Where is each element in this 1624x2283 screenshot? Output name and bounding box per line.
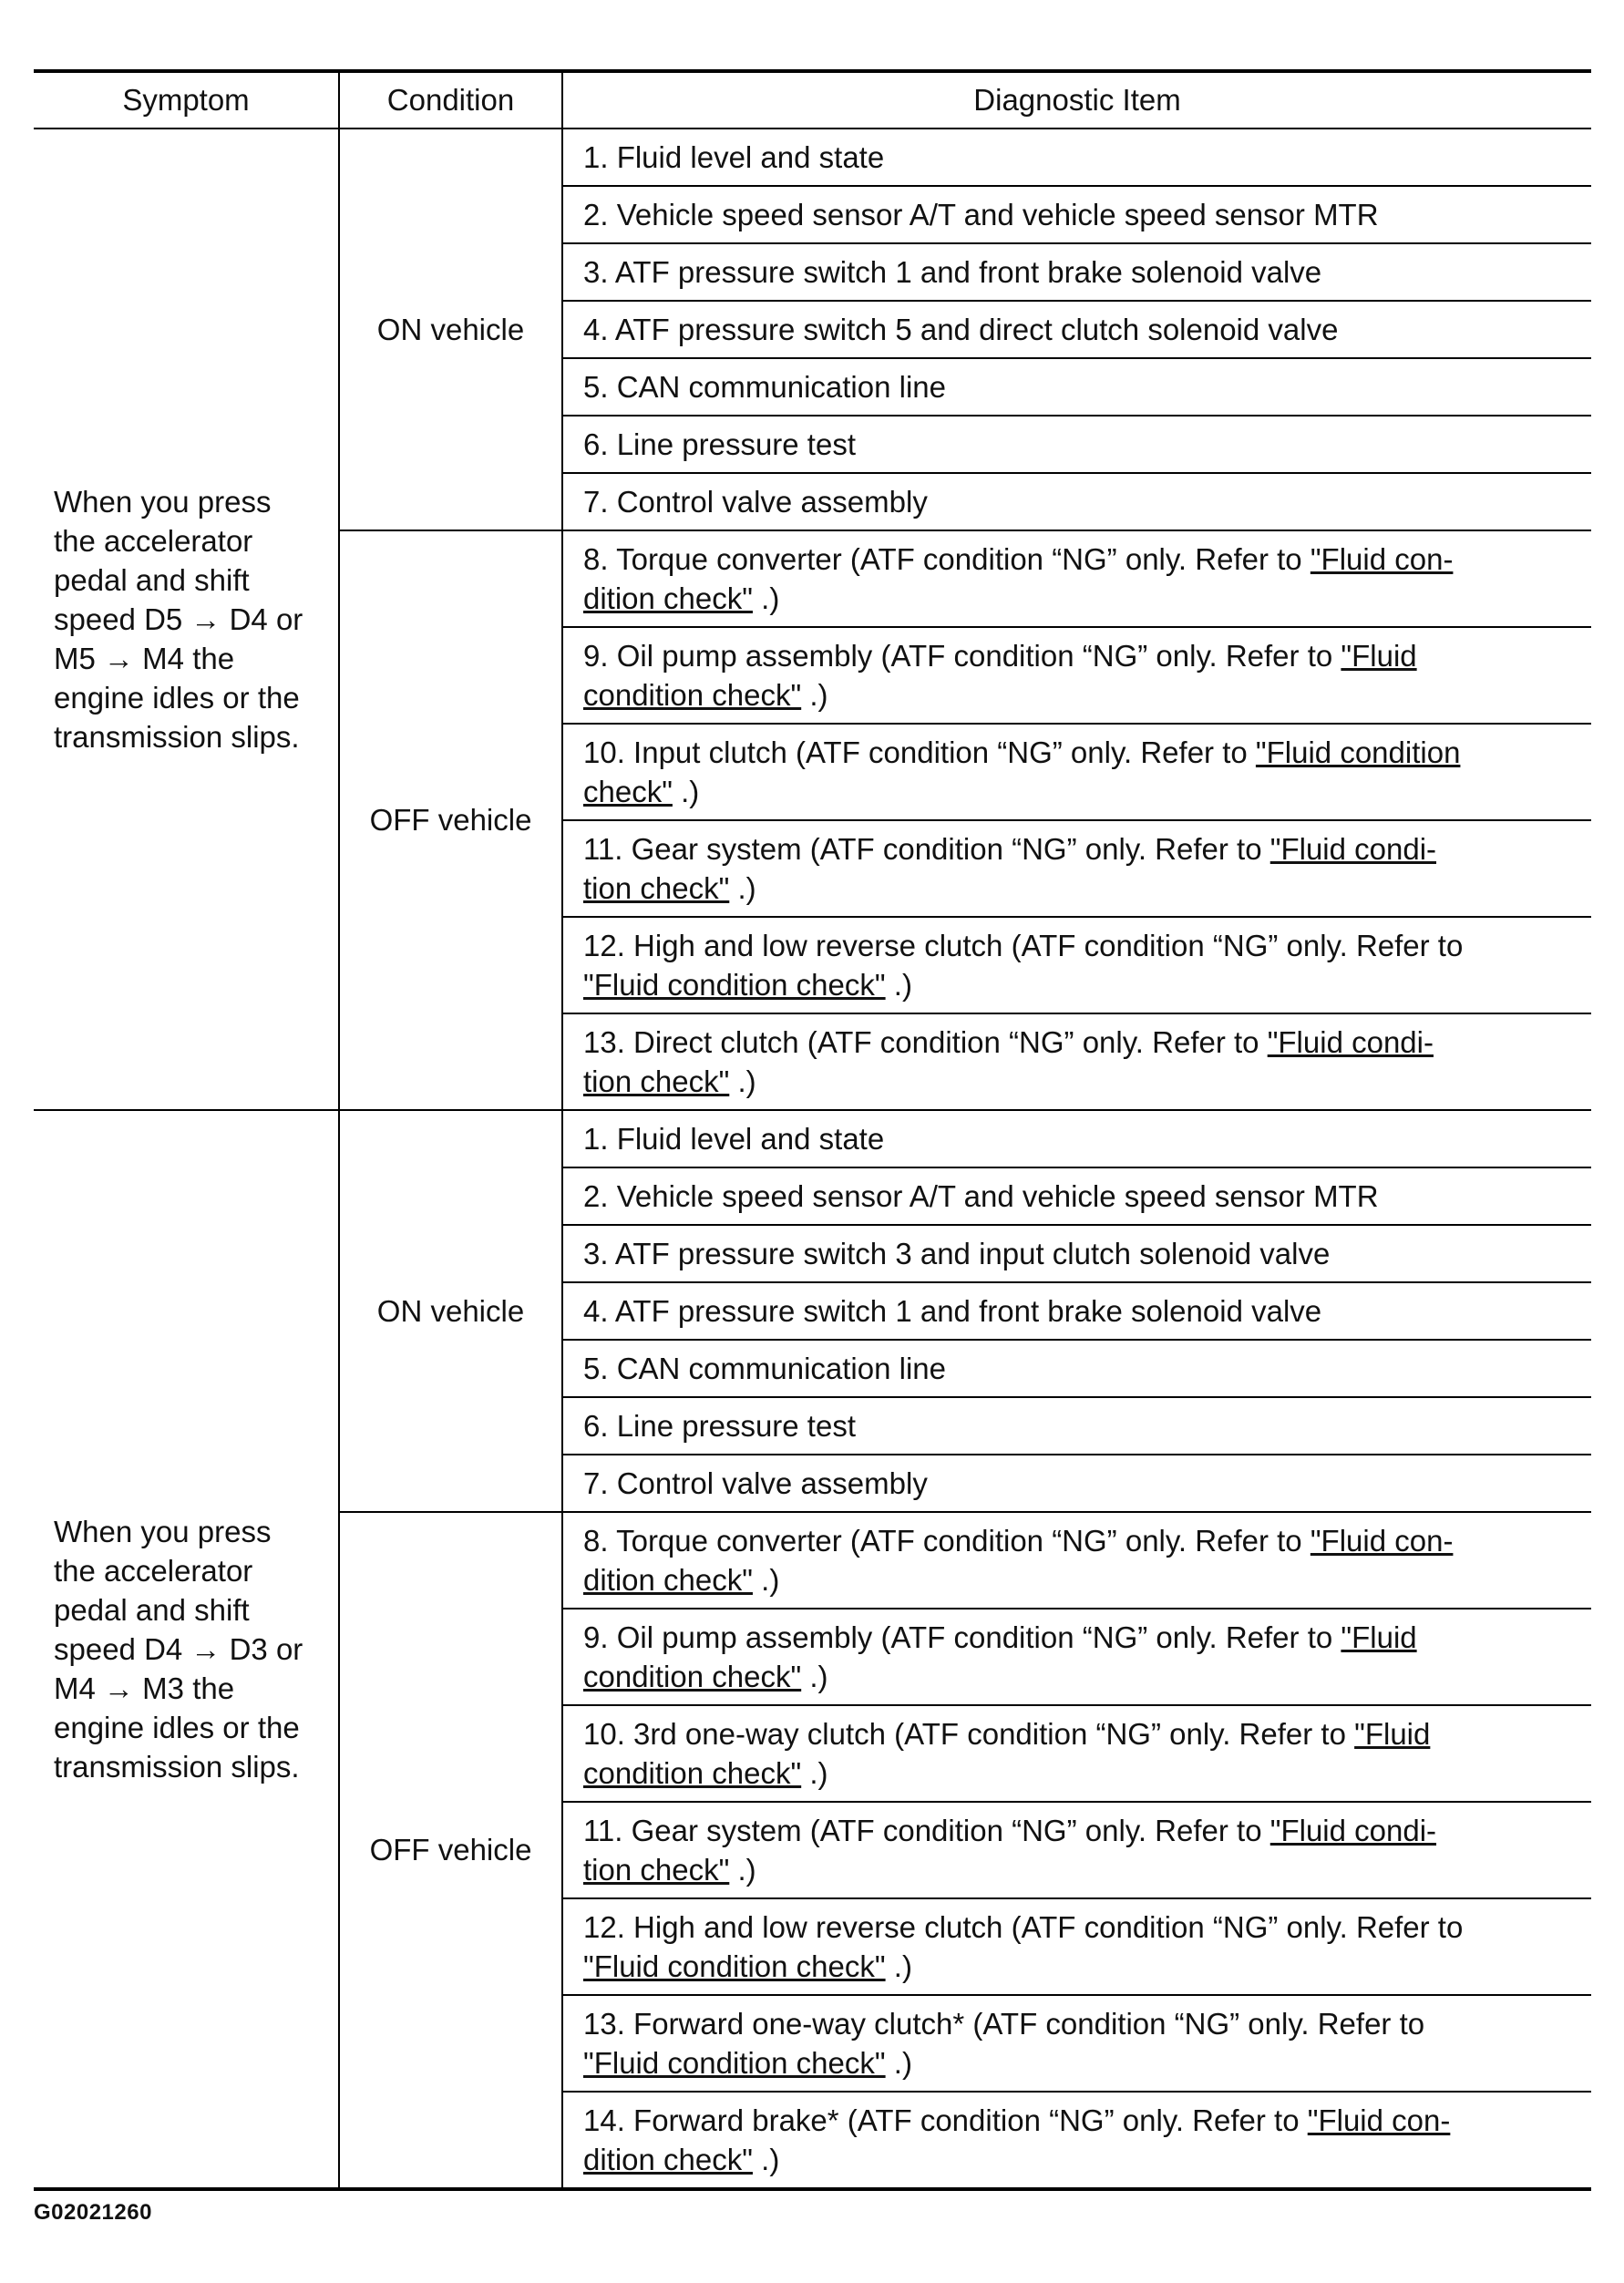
item-line-1 <box>583 2004 1555 2043</box>
item-text-tail: .) <box>729 1064 756 1098</box>
item-text: 9. Oil pump assembly (ATF condition “NG” only. Refer to <box>583 1620 1341 1654</box>
item-line-2 <box>583 1062 1555 1101</box>
diagnostic-item: 3. ATF pressure switch 3 and input clutch solenoid valve <box>562 1225 1591 1282</box>
diagnostic-item: 4. ATF pressure switch 5 and direct clutch solenoid valve <box>562 301 1591 358</box>
diagnostic-item <box>562 1705 1591 1802</box>
symptom-line: the accelerator <box>54 524 253 558</box>
symptom-line: the accelerator <box>54 1554 253 1588</box>
symptom-line: When you press <box>54 485 272 519</box>
diagnostic-item: 1. Fluid level and state <box>562 1110 1591 1167</box>
fluid-condition-check-link[interactable]: dition check" <box>583 1563 753 1597</box>
symptom-line: pedal and shift <box>54 1593 250 1627</box>
item-line-2 <box>583 1947 1555 1986</box>
item-line-1 <box>583 2101 1555 2140</box>
symptom-line: When you press <box>54 1515 272 1548</box>
symptom-line: M4 → M3 the <box>54 1671 235 1705</box>
symptom-line: transmission slips. <box>54 1750 300 1784</box>
fluid-condition-check-link[interactable]: "Fluid <box>1354 1717 1431 1751</box>
fluid-condition-check-link[interactable]: "Fluid con- <box>1307 2103 1451 2137</box>
diagnostic-item: 7. Control valve assembly <box>562 473 1591 530</box>
item-line-2 <box>583 965 1555 1004</box>
diagnostic-table <box>34 69 1591 2191</box>
item-text-tail: .) <box>885 1949 912 1983</box>
symptom-line: engine idles or the <box>54 1711 300 1744</box>
fluid-condition-check-link[interactable]: "Fluid condition check" <box>583 968 886 1002</box>
table-row <box>34 129 1591 186</box>
symptom-line: M5 → M4 the <box>54 642 235 675</box>
diagnostic-item <box>562 627 1591 724</box>
fluid-condition-check-link[interactable]: "Fluid condition check" <box>583 1949 886 1983</box>
item-text: 13. Forward one-way clutch* (ATF condition “NG” only. Refer to <box>583 2007 1425 2041</box>
condition-off-vehicle: OFF vehicle <box>339 1512 562 2189</box>
item-line-1 <box>583 636 1555 675</box>
item-text-tail: .) <box>672 775 700 808</box>
diagnostic-item <box>562 1995 1591 2092</box>
fluid-condition-check-link[interactable]: condition check" <box>583 678 802 712</box>
header-symptom: Symptom <box>34 71 339 129</box>
item-text: 12. High and low reverse clutch (ATF condition “NG” only. Refer to <box>583 1910 1464 1944</box>
item-line-1 <box>583 540 1555 579</box>
item-text-tail: .) <box>729 1853 756 1887</box>
item-line-2 <box>583 869 1555 908</box>
table-row <box>34 1110 1591 1167</box>
symptom-line: speed D4 → D3 or <box>54 1632 303 1666</box>
item-line-1 <box>583 829 1555 869</box>
item-line-2 <box>583 2043 1555 2082</box>
diagnostic-item <box>562 1609 1591 1705</box>
symptom-cell <box>34 129 339 1110</box>
item-line-1 <box>583 1811 1555 1850</box>
item-line-1 <box>583 1714 1555 1753</box>
item-text-tail: .) <box>729 871 756 905</box>
symptom-line: pedal and shift <box>54 563 250 597</box>
item-line-1 <box>583 926 1555 965</box>
item-line-2 <box>583 1753 1555 1793</box>
fluid-condition-check-link[interactable]: "Fluid condition <box>1255 735 1461 769</box>
diagnostic-item <box>562 2092 1591 2189</box>
figure-code: G02021260 <box>34 2200 152 2225</box>
item-text-tail: .) <box>801 1756 828 1790</box>
header-condition: Condition <box>339 71 562 129</box>
item-text: 8. Torque converter (ATF condition “NG” only. Refer to <box>583 1524 1311 1558</box>
table-body <box>34 129 1591 2189</box>
item-text: 10. Input clutch (ATF condition “NG” only. Refer to <box>583 735 1256 769</box>
diagnostic-item: 5. CAN communication line <box>562 358 1591 416</box>
diagnostic-item <box>562 1898 1591 1995</box>
diagnostic-item: 6. Line pressure test <box>562 416 1591 473</box>
item-line-2 <box>583 772 1555 811</box>
fluid-condition-check-link[interactable]: condition check" <box>583 1660 802 1693</box>
item-text-tail: .) <box>752 2143 780 2176</box>
item-line-2 <box>583 1850 1555 1889</box>
diagnostic-item <box>562 917 1591 1013</box>
item-line-1 <box>583 1908 1555 1947</box>
fluid-condition-check-link[interactable]: "Fluid <box>1341 639 1417 673</box>
item-line-2 <box>583 1560 1555 1599</box>
item-text: 13. Direct clutch (ATF condition “NG” only. Refer to <box>583 1025 1268 1059</box>
diagnostic-item: 2. Vehicle speed sensor A/T and vehicle speed sensor MTR <box>562 1167 1591 1225</box>
item-text: 14. Forward brake* (ATF condition “NG” only. Refer to <box>583 2103 1308 2137</box>
diagnostic-item <box>562 1802 1591 1898</box>
fluid-condition-check-link[interactable]: "Fluid con- <box>1310 1524 1454 1558</box>
item-text: 9. Oil pump assembly (ATF condition “NG” only. Refer to <box>583 639 1341 673</box>
item-text: 8. Torque converter (ATF condition “NG” only. Refer to <box>583 542 1311 576</box>
symptom-line: speed D5 → D4 or <box>54 602 303 636</box>
diagnostic-item <box>562 1013 1591 1110</box>
item-text-tail: .) <box>801 678 828 712</box>
item-line-2 <box>583 1657 1555 1696</box>
item-line-1 <box>583 1023 1555 1062</box>
diagnostic-item <box>562 1512 1591 1609</box>
diagnostic-item: 1. Fluid level and state <box>562 129 1591 186</box>
fluid-condition-check-link[interactable]: "Fluid condition check" <box>583 2046 886 2080</box>
fluid-condition-check-link[interactable]: tion check" <box>583 871 730 905</box>
fluid-condition-check-link[interactable]: condition check" <box>583 1756 802 1790</box>
item-text-tail: .) <box>885 968 912 1002</box>
item-text: 11. Gear system (ATF condition “NG” only. Refer to <box>583 832 1270 866</box>
fluid-condition-check-link[interactable]: "Fluid condi- <box>1267 1025 1434 1059</box>
fluid-condition-check-link[interactable]: tion check" <box>583 1064 730 1098</box>
diagnostic-item: 7. Control valve assembly <box>562 1455 1591 1512</box>
condition-on-vehicle: ON vehicle <box>339 129 562 530</box>
item-text-tail: .) <box>752 1563 780 1597</box>
item-line-2 <box>583 675 1555 715</box>
fluid-condition-check-link[interactable]: "Fluid condi- <box>1269 832 1437 866</box>
diagnostic-item <box>562 820 1591 917</box>
diagnostic-item: 6. Line pressure test <box>562 1397 1591 1455</box>
item-line-2 <box>583 579 1555 618</box>
fluid-condition-check-link[interactable]: "Fluid <box>1341 1620 1417 1654</box>
fluid-condition-check-link[interactable]: "Fluid condi- <box>1269 1814 1437 1847</box>
diagnostic-item: 3. ATF pressure switch 1 and front brake solenoid valve <box>562 243 1591 301</box>
item-line-1 <box>583 1618 1555 1657</box>
item-text-tail: .) <box>885 2046 912 2080</box>
header-diagnostic-item: Diagnostic Item <box>562 71 1591 129</box>
item-text-tail: .) <box>752 581 780 615</box>
item-line-1 <box>583 1521 1555 1560</box>
diagnostic-item <box>562 530 1591 627</box>
item-text: 12. High and low reverse clutch (ATF condition “NG” only. Refer to <box>583 929 1464 962</box>
diagnostic-item: 2. Vehicle speed sensor A/T and vehicle speed sensor MTR <box>562 186 1591 243</box>
symptom-cell <box>34 1110 339 2189</box>
fluid-condition-check-link[interactable]: dition check" <box>583 2143 753 2176</box>
item-text: 11. Gear system (ATF condition “NG” only. Refer to <box>583 1814 1270 1847</box>
symptom-line: engine idles or the <box>54 681 300 715</box>
diagnostic-item <box>562 724 1591 820</box>
fluid-condition-check-link[interactable]: "Fluid con- <box>1310 542 1454 576</box>
item-line-1 <box>583 733 1555 772</box>
diagnostic-item: 4. ATF pressure switch 1 and front brake solenoid valve <box>562 1282 1591 1340</box>
fluid-condition-check-link[interactable]: tion check" <box>583 1853 730 1887</box>
item-line-2 <box>583 2140 1555 2179</box>
fluid-condition-check-link[interactable]: check" <box>583 775 673 808</box>
item-text-tail: .) <box>801 1660 828 1693</box>
diagnostic-item: 5. CAN communication line <box>562 1340 1591 1397</box>
condition-off-vehicle: OFF vehicle <box>339 530 562 1110</box>
symptom-line: transmission slips. <box>54 720 300 754</box>
header-row <box>34 71 1591 129</box>
item-text: 10. 3rd one-way clutch (ATF condition “NG” only. Refer to <box>583 1717 1355 1751</box>
condition-on-vehicle: ON vehicle <box>339 1110 562 1512</box>
fluid-condition-check-link[interactable]: dition check" <box>583 581 753 615</box>
